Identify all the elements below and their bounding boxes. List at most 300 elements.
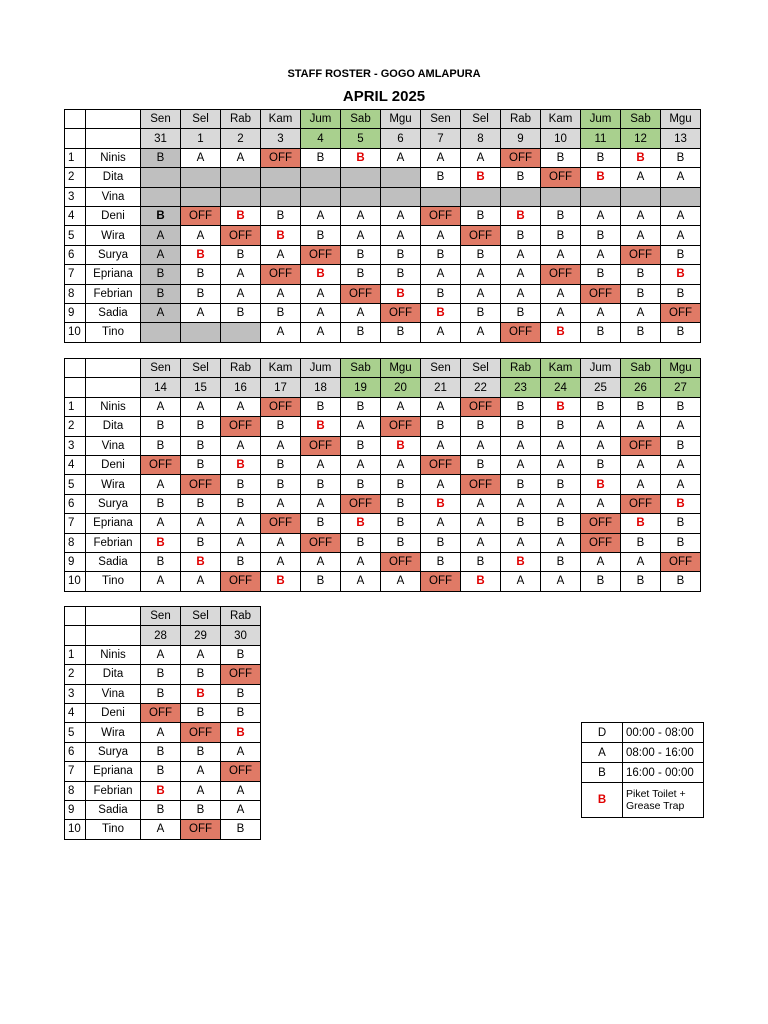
shift-cell: OFF <box>341 494 381 513</box>
shift-cell: B <box>461 245 501 264</box>
date-header-cell: 12 <box>621 129 661 148</box>
table-row <box>65 226 701 245</box>
blank-header-cell <box>86 626 141 645</box>
shift-cell: A <box>141 475 181 494</box>
shift-cell: OFF <box>261 148 301 167</box>
shift-cell: B <box>501 303 541 322</box>
shift-cell: OFF <box>581 514 621 533</box>
shift-cell: B <box>541 552 581 571</box>
shift-cell: B <box>381 533 421 552</box>
date-header-cell: 10 <box>541 129 581 148</box>
shift-cell: B <box>501 475 541 494</box>
blank-header-cell <box>86 129 141 148</box>
day-row <box>65 359 701 378</box>
shift-cell: B <box>181 742 221 761</box>
shift-cell <box>221 168 261 187</box>
shift-cell: B <box>181 533 221 552</box>
blank-header-cell <box>65 607 86 626</box>
table-row <box>65 284 701 303</box>
staff-name: Epriana <box>86 762 141 781</box>
shift-cell: A <box>421 226 461 245</box>
shift-cell: B <box>221 494 261 513</box>
shift-cell: B <box>381 284 421 303</box>
shift-cell: B <box>421 168 461 187</box>
shift-cell: B <box>221 552 261 571</box>
shift-cell: A <box>181 303 221 322</box>
shift-cell: A <box>221 148 261 167</box>
shift-cell: OFF <box>381 303 421 322</box>
shift-cell: B <box>421 417 461 436</box>
shift-cell: B <box>181 552 221 571</box>
shift-cell: A <box>621 303 661 322</box>
table-row <box>65 800 261 819</box>
staff-number: 1 <box>65 148 86 167</box>
staff-number: 1 <box>65 645 86 664</box>
shift-cell: B <box>181 800 221 819</box>
shift-cell: B <box>501 552 541 571</box>
shift-cell <box>301 187 341 206</box>
shift-cell: B <box>301 226 341 245</box>
date-header-cell: 30 <box>221 626 261 645</box>
table-row <box>65 206 701 225</box>
day-header-cell: Mgu <box>381 110 421 129</box>
shift-cell: OFF <box>661 552 701 571</box>
day-row <box>65 607 261 626</box>
shift-cell: A <box>381 455 421 474</box>
shift-cell: A <box>541 284 581 303</box>
date-header-cell: 27 <box>661 378 701 397</box>
shift-cell: B <box>301 397 341 416</box>
day-header-cell: Sab <box>341 110 381 129</box>
day-header-cell: Sen <box>141 607 181 626</box>
staff-name: Surya <box>86 742 141 761</box>
shift-cell: A <box>461 323 501 342</box>
shift-cell: A <box>541 572 581 591</box>
shift-cell: A <box>501 572 541 591</box>
shift-cell <box>141 187 181 206</box>
shift-cell: OFF <box>301 245 341 264</box>
shift-cell <box>221 187 261 206</box>
date-header-cell: 16 <box>221 378 261 397</box>
shift-cell: A <box>461 436 501 455</box>
shift-cell: A <box>461 533 501 552</box>
date-header-cell: 8 <box>461 129 501 148</box>
shift-cell: B <box>341 533 381 552</box>
staff-number: 6 <box>65 494 86 513</box>
shift-cell: B <box>141 684 181 703</box>
staff-number: 9 <box>65 303 86 322</box>
shift-cell: A <box>341 303 381 322</box>
date-header-cell: 24 <box>541 378 581 397</box>
shift-cell: OFF <box>541 168 581 187</box>
shift-cell <box>141 168 181 187</box>
staff-name: Ninis <box>86 397 141 416</box>
staff-name: Wira <box>86 475 141 494</box>
roster-table-week-5 <box>64 606 261 840</box>
shift-cell: OFF <box>261 265 301 284</box>
day-header-cell: Sel <box>181 110 221 129</box>
day-header-cell: Mgu <box>381 359 421 378</box>
date-header-cell: 22 <box>461 378 501 397</box>
table-row <box>65 303 701 322</box>
shift-cell: OFF <box>181 475 221 494</box>
shift-cell: B <box>501 168 541 187</box>
date-header-cell: 29 <box>181 626 221 645</box>
shift-cell: OFF <box>541 265 581 284</box>
table-row <box>65 417 701 436</box>
table-row <box>65 703 261 722</box>
table-row <box>65 723 261 742</box>
shift-cell: B <box>301 572 341 591</box>
day-header-cell: Kam <box>261 359 301 378</box>
shift-cell: A <box>501 455 541 474</box>
shift-cell: A <box>381 226 421 245</box>
shift-cell: B <box>221 645 261 664</box>
shift-cell: B <box>301 417 341 436</box>
shift-cell: B <box>581 148 621 167</box>
shift-cell: A <box>661 168 701 187</box>
shift-cell: OFF <box>581 284 621 303</box>
staff-number: 5 <box>65 226 86 245</box>
shift-cell: B <box>541 148 581 167</box>
shift-cell: B <box>221 303 261 322</box>
staff-number: 4 <box>65 703 86 722</box>
shift-cell: A <box>261 533 301 552</box>
shift-cell: B <box>221 723 261 742</box>
shift-cell: B <box>421 284 461 303</box>
shift-cell: OFF <box>261 397 301 416</box>
shift-cell <box>261 187 301 206</box>
shift-cell: B <box>621 572 661 591</box>
date-header-cell: 3 <box>261 129 301 148</box>
staff-name: Wira <box>86 723 141 742</box>
staff-name: Epriana <box>86 514 141 533</box>
day-row <box>65 110 701 129</box>
shift-cell: B <box>581 226 621 245</box>
shift-cell: B <box>221 703 261 722</box>
roster-table-week-1-2 <box>64 109 701 343</box>
shift-cell: B <box>221 820 261 839</box>
shift-cell: OFF <box>501 323 541 342</box>
shift-cell: A <box>181 762 221 781</box>
day-header-cell: Sen <box>421 359 461 378</box>
legend-desc: 16:00 - 00:00 <box>623 763 704 783</box>
legend-code: D <box>582 723 623 743</box>
shift-cell: A <box>541 455 581 474</box>
date-header-cell: 14 <box>141 378 181 397</box>
shift-cell: A <box>501 533 541 552</box>
shift-cell: B <box>381 245 421 264</box>
shift-cell: B <box>141 206 181 225</box>
shift-cell: A <box>221 533 261 552</box>
day-header-cell: Kam <box>541 359 581 378</box>
date-header-cell: 23 <box>501 378 541 397</box>
blank-header-cell <box>65 129 86 148</box>
shift-cell: A <box>661 206 701 225</box>
table-row <box>65 552 701 571</box>
shift-cell: A <box>661 475 701 494</box>
shift-cell: A <box>581 552 621 571</box>
shift-cell: B <box>581 455 621 474</box>
shift-cell <box>581 187 621 206</box>
shift-cell: B <box>181 494 221 513</box>
shift-cell: A <box>381 397 421 416</box>
date-header-cell: 18 <box>301 378 341 397</box>
staff-number: 9 <box>65 800 86 819</box>
shift-cell: B <box>661 265 701 284</box>
shift-cell: B <box>461 168 501 187</box>
table-row <box>65 187 701 206</box>
shift-cell: A <box>221 265 261 284</box>
shift-cell: A <box>621 455 661 474</box>
shift-cell: B <box>381 475 421 494</box>
shift-cell: A <box>141 226 181 245</box>
shift-cell: A <box>341 552 381 571</box>
shift-cell: A <box>341 572 381 591</box>
shift-cell: B <box>141 436 181 455</box>
day-header-cell: Rab <box>221 110 261 129</box>
shift-cell <box>221 323 261 342</box>
shift-cell: B <box>661 533 701 552</box>
staff-name: Dita <box>86 168 141 187</box>
blank-header-cell <box>65 378 86 397</box>
shift-cell <box>181 323 221 342</box>
staff-name: Surya <box>86 494 141 513</box>
shift-cell: A <box>221 284 261 303</box>
date-header-cell: 6 <box>381 129 421 148</box>
shift-cell: B <box>621 323 661 342</box>
day-header-cell: Sel <box>181 359 221 378</box>
shift-cell: B <box>341 245 381 264</box>
date-header-cell: 5 <box>341 129 381 148</box>
shift-cell: B <box>301 475 341 494</box>
shift-cell <box>661 187 701 206</box>
shift-cell: A <box>661 226 701 245</box>
day-header-cell: Sen <box>141 110 181 129</box>
shift-cell: B <box>541 323 581 342</box>
table-row <box>65 665 261 684</box>
blank-header-cell <box>65 359 86 378</box>
shift-cell: A <box>301 455 341 474</box>
shift-cell: A <box>461 494 501 513</box>
shift-cell: A <box>581 417 621 436</box>
shift-cell: A <box>461 514 501 533</box>
staff-name: Wira <box>86 226 141 245</box>
shift-cell: A <box>421 436 461 455</box>
roster-table-week-3-4 <box>64 358 701 592</box>
shift-cell: OFF <box>221 665 261 684</box>
shift-cell: B <box>461 206 501 225</box>
shift-cell: B <box>221 475 261 494</box>
shift-cell: OFF <box>221 226 261 245</box>
shift-cell: B <box>421 245 461 264</box>
shift-cell: A <box>621 206 661 225</box>
table-row <box>65 533 701 552</box>
shift-cell: B <box>341 148 381 167</box>
shift-cell: A <box>221 514 261 533</box>
day-header-cell: Sen <box>421 110 461 129</box>
shift-cell: B <box>541 397 581 416</box>
legend-row <box>582 763 704 783</box>
shift-cell: B <box>341 397 381 416</box>
table-row <box>65 475 701 494</box>
staff-number: 6 <box>65 245 86 264</box>
staff-name: Febrian <box>86 533 141 552</box>
shift-cell: OFF <box>621 245 661 264</box>
shift-cell: B <box>221 684 261 703</box>
shift-cell <box>621 187 661 206</box>
shift-cell: B <box>261 572 301 591</box>
shift-cell: B <box>461 572 501 591</box>
staff-name: Ninis <box>86 148 141 167</box>
shift-cell: A <box>181 148 221 167</box>
shift-cell: OFF <box>221 417 261 436</box>
day-header-cell: Sab <box>341 359 381 378</box>
table-row <box>65 572 701 591</box>
staff-name: Dita <box>86 665 141 684</box>
staff-name: Tino <box>86 572 141 591</box>
shift-cell: B <box>341 265 381 284</box>
day-header-cell: Jum <box>301 110 341 129</box>
day-header-cell: Sab <box>621 359 661 378</box>
shift-cell: A <box>501 265 541 284</box>
shift-cell: B <box>141 494 181 513</box>
shift-cell: B <box>501 514 541 533</box>
shift-cell: OFF <box>581 533 621 552</box>
shift-cell: B <box>541 475 581 494</box>
shift-cell: B <box>181 703 221 722</box>
shift-cell: B <box>181 265 221 284</box>
shift-cell: B <box>221 455 261 474</box>
shift-cell: B <box>141 265 181 284</box>
shift-cell: B <box>581 475 621 494</box>
shift-cell <box>461 187 501 206</box>
shift-cell: A <box>141 245 181 264</box>
staff-number: 3 <box>65 436 86 455</box>
day-header-cell: Mgu <box>661 359 701 378</box>
shift-cell: A <box>661 417 701 436</box>
shift-cell: B <box>661 245 701 264</box>
shift-cell: OFF <box>421 206 461 225</box>
shift-cell: B <box>661 397 701 416</box>
shift-cell: B <box>221 245 261 264</box>
table-row <box>65 323 701 342</box>
staff-name: Deni <box>86 206 141 225</box>
shift-cell: A <box>501 245 541 264</box>
shift-cell: B <box>301 514 341 533</box>
shift-cell: OFF <box>141 703 181 722</box>
shift-cell: A <box>461 284 501 303</box>
staff-name: Ninis <box>86 645 141 664</box>
shift-cell: A <box>221 742 261 761</box>
staff-name: Sadia <box>86 552 141 571</box>
shift-cell: B <box>661 323 701 342</box>
shift-cell: A <box>181 781 221 800</box>
shift-cell: A <box>621 226 661 245</box>
table-row <box>65 762 261 781</box>
shift-cell: B <box>341 436 381 455</box>
staff-name: Vina <box>86 187 141 206</box>
shift-cell: A <box>621 417 661 436</box>
shift-cell <box>381 187 421 206</box>
shift-cell: B <box>541 206 581 225</box>
day-header-cell: Jum <box>581 110 621 129</box>
shift-cell: A <box>461 148 501 167</box>
legend-code: A <box>582 743 623 763</box>
shift-cell: A <box>301 494 341 513</box>
shift-legend <box>581 722 704 818</box>
table-row <box>65 265 701 284</box>
shift-cell: A <box>541 533 581 552</box>
shift-cell <box>341 187 381 206</box>
shift-cell: A <box>501 284 541 303</box>
shift-cell: OFF <box>461 475 501 494</box>
shift-cell: B <box>221 206 261 225</box>
date-header-cell: 15 <box>181 378 221 397</box>
staff-name: Febrian <box>86 284 141 303</box>
legend-row <box>582 783 704 818</box>
staff-number: 9 <box>65 552 86 571</box>
day-header-cell: Sen <box>141 359 181 378</box>
shift-cell: A <box>381 572 421 591</box>
shift-cell: B <box>141 533 181 552</box>
shift-cell: A <box>341 206 381 225</box>
shift-cell: A <box>221 781 261 800</box>
shift-cell: OFF <box>381 552 421 571</box>
shift-cell: A <box>421 514 461 533</box>
shift-cell: A <box>181 514 221 533</box>
legend-row <box>582 723 704 743</box>
shift-cell: A <box>381 206 421 225</box>
shift-cell: B <box>141 742 181 761</box>
table-row <box>65 436 701 455</box>
table-row <box>65 148 701 167</box>
shift-cell: A <box>501 436 541 455</box>
shift-cell: B <box>621 514 661 533</box>
shift-cell: A <box>261 284 301 303</box>
shift-cell: A <box>301 303 341 322</box>
date-header-cell: 13 <box>661 129 701 148</box>
staff-number: 5 <box>65 475 86 494</box>
legend-desc: 08:00 - 16:00 <box>623 743 704 763</box>
staff-name: Surya <box>86 245 141 264</box>
shift-cell: B <box>181 455 221 474</box>
date-row <box>65 626 261 645</box>
shift-cell: A <box>421 475 461 494</box>
shift-cell: OFF <box>221 572 261 591</box>
shift-cell: B <box>181 245 221 264</box>
shift-cell: A <box>621 552 661 571</box>
staff-number: 8 <box>65 781 86 800</box>
shift-cell: A <box>181 397 221 416</box>
shift-cell: A <box>301 552 341 571</box>
shift-cell <box>381 168 421 187</box>
shift-cell: OFF <box>621 494 661 513</box>
shift-cell: A <box>261 323 301 342</box>
day-header-cell: Mgu <box>661 110 701 129</box>
shift-cell: B <box>141 800 181 819</box>
shift-cell: A <box>301 323 341 342</box>
staff-number: 7 <box>65 514 86 533</box>
shift-cell: B <box>541 226 581 245</box>
shift-cell: B <box>141 284 181 303</box>
roster-title: STAFF ROSTER - GOGO AMLAPURA <box>287 68 481 80</box>
shift-cell: B <box>181 436 221 455</box>
date-header-cell: 31 <box>141 129 181 148</box>
shift-cell: B <box>261 226 301 245</box>
date-header-cell: 26 <box>621 378 661 397</box>
shift-cell: B <box>261 455 301 474</box>
